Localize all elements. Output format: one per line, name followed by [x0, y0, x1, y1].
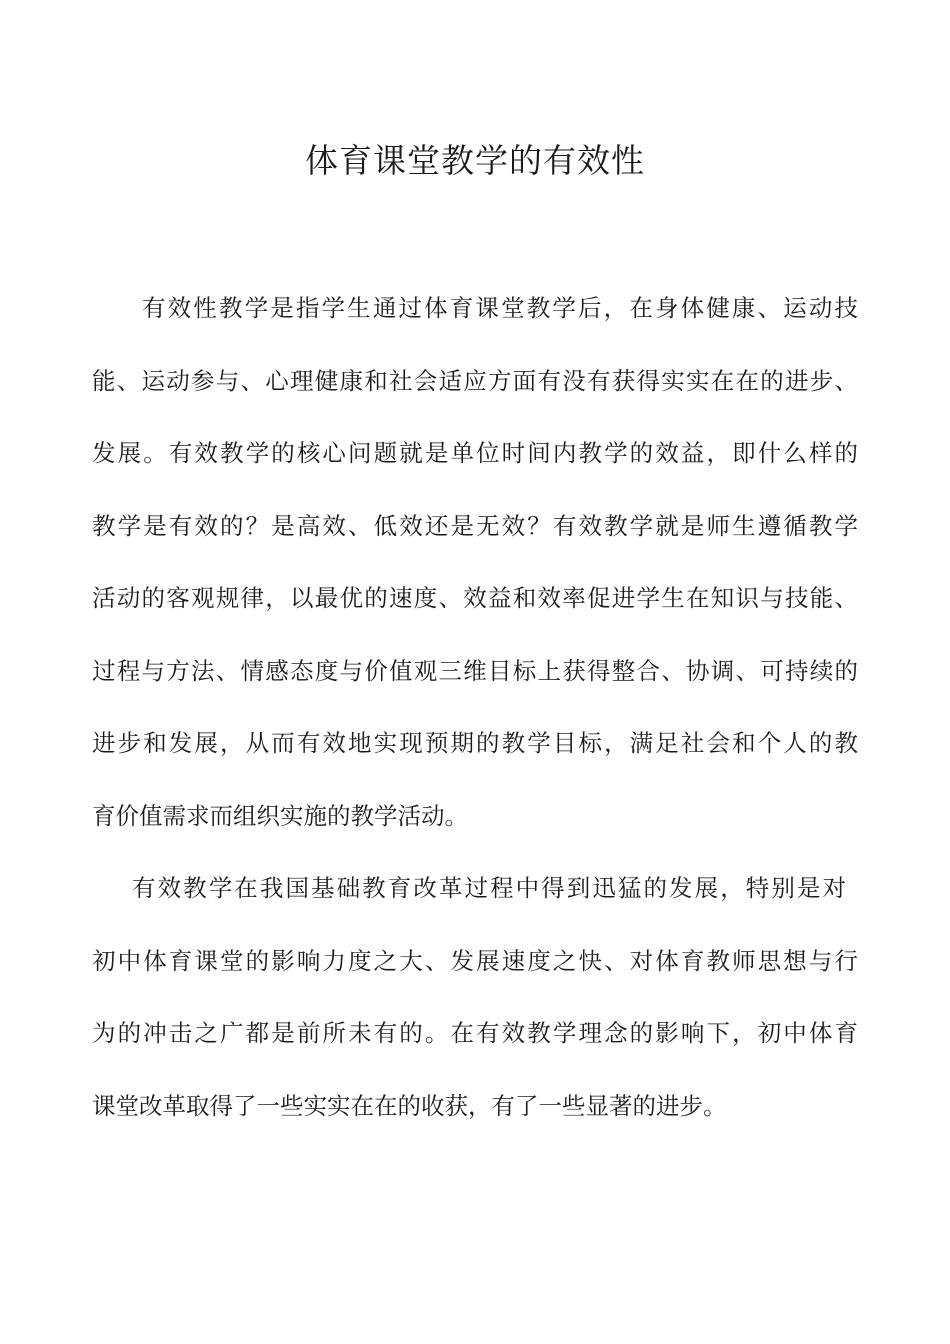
- paragraph-line: 有效教学在我国基础教育改革过程中得到迅猛的发展，特别是对: [132, 874, 846, 902]
- paragraph-line: 进步和发展，从而有效地实现预期的教学目标，满足社会和个人的教: [92, 729, 858, 757]
- paragraph-line: 育价值需求而组织实施的教学活动。: [92, 801, 468, 830]
- paragraph-line: 初中体育课堂的影响力度之大、发展速度之快、对体育教师思想与行: [92, 946, 858, 975]
- paragraph-line: 过程与方法、情感态度与价值观三维目标上获得整合、协调、可持续的: [92, 656, 858, 685]
- paragraph-line: 发展。有效教学的核心问题就是单位时间内教学的效益，即什么样的: [92, 439, 858, 467]
- paragraph-line: 能、运动参与、心理健康和社会适应方面有没有获得实实在在的进步、: [92, 366, 858, 395]
- paragraph-line: 教学是有效的？是高效、低效还是无效？有效教学就是师生遵循教学: [92, 511, 858, 540]
- paragraph-line: 为的冲击之广都是前所未有的。在有效教学理念的影响下，初中体育: [92, 1019, 858, 1047]
- document-title: 体育课堂教学的有效性: [305, 141, 645, 180]
- paragraph-line: 课堂改革取得了一些实实在在的收获，有了一些显著的进步。: [92, 1091, 727, 1120]
- paragraph-1: [92, 286, 858, 866]
- paragraph-line: 活动的客观规律，以最优的速度、效益和效率促进学生在知识与技能、: [92, 584, 858, 612]
- document-body: [92, 286, 858, 1156]
- paragraph-2: [92, 866, 858, 1156]
- paragraph-line: 有效性教学是指学生通过体育课堂教学后，在身体健康、运动技: [142, 294, 858, 322]
